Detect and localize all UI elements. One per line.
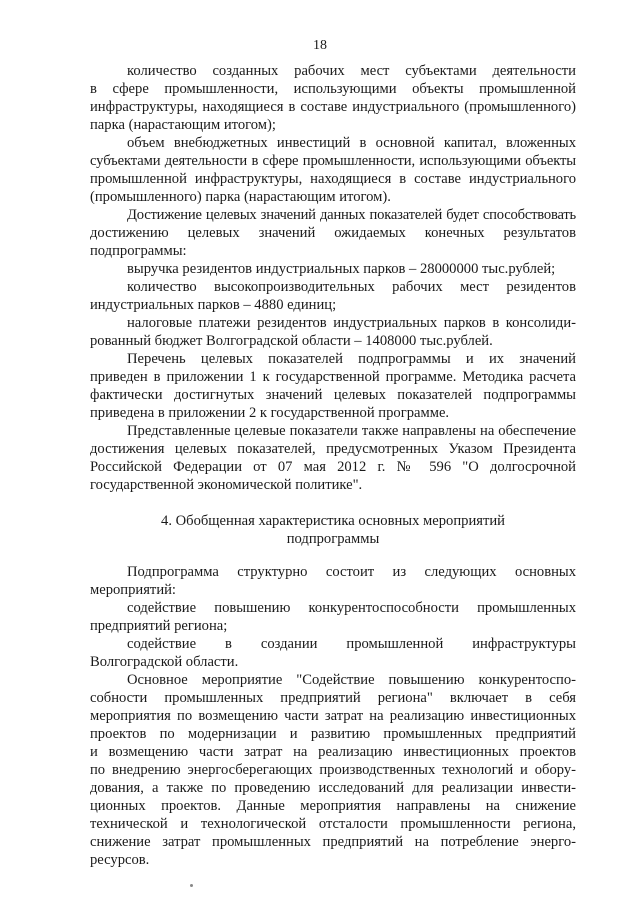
text-line: количество созданных рабочих мест субъектами деятельности [127,63,576,79]
text-line: содействие повышению конкурентоспособности промышленных [127,600,576,616]
text-line: индустриальных парков – 4880 единиц; [90,297,337,313]
text-line: достижения целевых показателей, предусмотренных Указом Президента [90,441,576,457]
text-line: предприятий региона; [90,618,228,634]
page-number: 18 [313,38,327,53]
text-line: инфраструктуры, находящиеся в составе индустриального (промышленного) [90,99,576,115]
text-line: подпрограммы: [90,243,187,259]
text-line: Подпрограмма структурно состоит из следующих основных [127,564,576,580]
text-line: выручка резидентов индустриальных парков – 28000000 тыс.рублей; [127,261,556,277]
text-line: технической и технологической отсталости промышленности региона, [90,816,576,832]
text-line: проектов по модернизации и развитию промышленных предприятий [90,726,576,742]
text-line: достижению целевых значений ожидаемых конечных результатов [90,225,576,241]
section-heading-line: 4. Обобщенная характеристика основных мероприятий [161,513,505,529]
text-line: промышленной инфраструктуры, находящиеся в составе индустриального [90,171,576,187]
text-line: Достижение целевых значений данных показателей будет способствовать [127,207,576,223]
scan-speck [190,884,193,887]
text-line: собности промышленных предприятий региона" включает в себя [90,690,576,706]
text-line: Перечень целевых показателей подпрограммы и их значений [127,351,576,367]
section-heading-line: подпрограммы [286,531,380,547]
text-line: Основное мероприятие "Содействие повышению конкурентоспо- [127,672,576,688]
text-line: приведена в приложении 2 к государственной программе. [90,405,450,421]
text-line: содействие в создании промышленной инфраструктуры [127,636,576,652]
text-line: мероприятий: [90,582,176,598]
text-line: парка (нарастающим итогом); [90,117,276,133]
text-line: Российской Федерации от 07 мая 2012 г. № 596 "О долгосрочной [90,459,576,475]
text-line: снижение затрат промышленных предприятий на потребление энерго- [90,834,576,850]
text-line: налоговые платежи резидентов индустриальных парков в консолиди- [127,315,576,331]
text-line: количество высокопроизводительных рабочих мест резидентов [127,279,576,295]
text-line: и возмещению части затрат на реализацию инвестиционных проектов [90,744,576,760]
text-line: Представленные целевые показатели также направлены на обеспечение [127,423,576,439]
text-line: (промышленного) парка (нарастающим итогом). [90,189,391,205]
text-line: в сфере промышленности, использующими объекты промышленной [90,81,576,97]
text-line: ционных проектов. Данные мероприятия направлены на снижение [90,798,576,814]
text-line: Волгоградской области. [90,654,239,670]
text-line: рованный бюджет Волгоградской области – 1408000 тыс.рублей. [90,333,493,349]
text-line: ресурсов. [90,852,150,868]
text-line: фактически достигнутых значений целевых показателей подпрограммы [90,387,576,403]
text-line: приведен в приложении 1 к государственной программе. Методика расчета [90,369,576,385]
text-line: дования, а также по проведению исследований для реализации инвести- [90,780,576,796]
text-line: мероприятия по возмещению части затрат на реализацию инвестиционных [90,708,576,724]
text-line: по внедрению энергосберегающих производственных технологий и обору- [90,762,576,778]
text-line: государственной экономической политике". [90,477,363,493]
text-line: субъектами деятельности в сфере промышленности, использующими объекты [90,153,576,169]
text-line: объем внебюджетных инвестиций в основной капитал, вложенных [127,135,576,151]
